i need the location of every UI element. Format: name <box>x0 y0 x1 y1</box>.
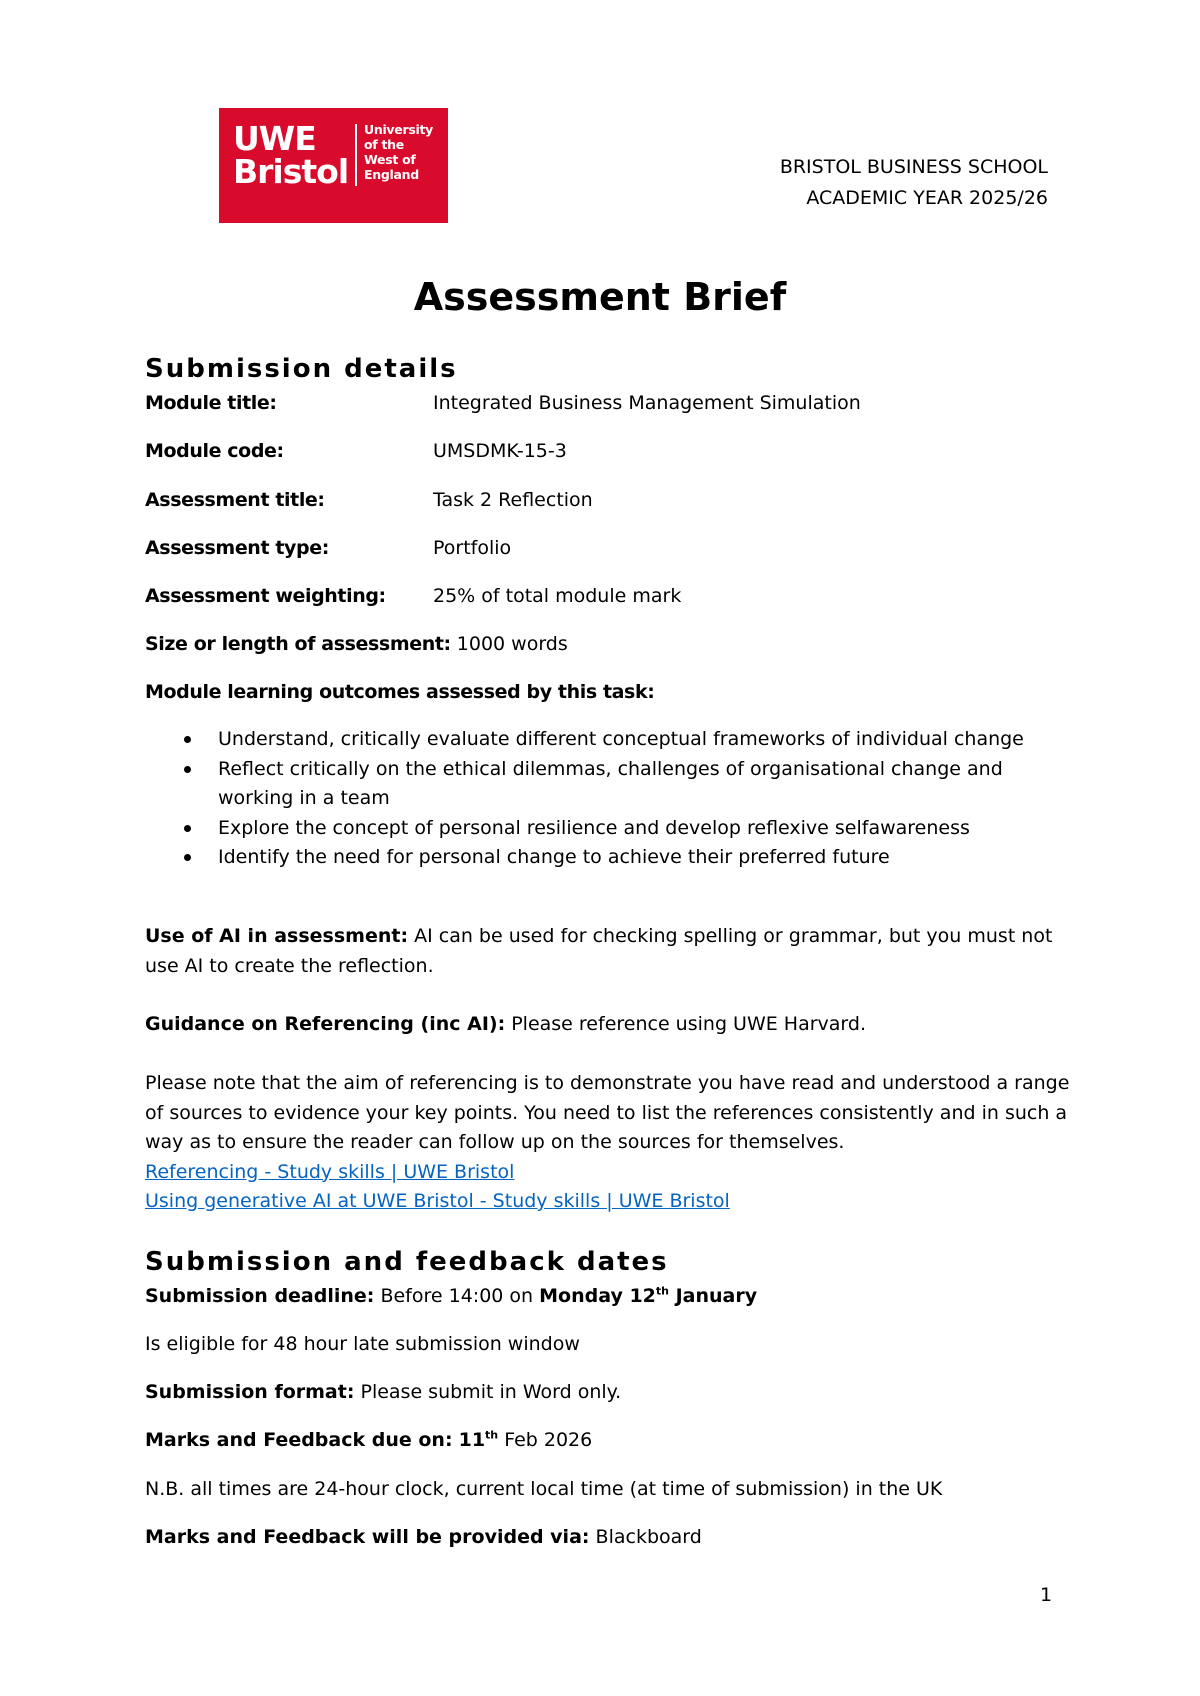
logo-university-text: University of the West of England <box>364 122 433 182</box>
module-title-value: Integrated Business Management Simulation <box>433 392 861 414</box>
academic-year: ACADEMIC YEAR 2025/26 <box>806 187 1048 209</box>
generative-ai-study-skills-link[interactable]: Using generative AI at UWE Bristol - Study skills | UWE Bristol <box>145 1190 730 1212</box>
format-label: Submission format: <box>145 1381 355 1403</box>
list-item: Understand, critically evaluate different conceptual frameworks of individual change <box>145 725 1065 755</box>
feedback-due-day: 11th <box>458 1428 499 1451</box>
assessment-size-value: 1000 words <box>456 633 568 655</box>
ai-use-label: Use of AI in assessment: <box>145 925 409 947</box>
deadline-prefix: Before 14:00 on <box>380 1285 534 1307</box>
assessment-weighting-value: 25% of total module mark <box>433 585 682 607</box>
assessment-title-row <box>145 489 593 511</box>
assessment-type-value: Portfolio <box>433 537 512 559</box>
referencing-paragraph <box>145 1010 1075 1040</box>
feedback-via-value: Blackboard <box>595 1526 702 1548</box>
assessment-type-row <box>145 537 512 559</box>
list-item: Reflect critically on the ethical dilemmas, challenges of organisational change and working in a team <box>145 755 1065 814</box>
referencing-study-skills-link[interactable]: Referencing - Study skills | UWE Bristol <box>145 1160 515 1183</box>
submission-dates-heading: Submission and feedback dates <box>145 1247 669 1277</box>
school-name: BRISTOL BUSINESS SCHOOL <box>779 156 1048 178</box>
module-title-row <box>145 392 861 414</box>
assessment-weighting-row <box>145 585 682 607</box>
list-item: Identify the need for personal change to achieve their preferred future <box>145 843 1065 873</box>
assessment-weighting-label: Assessment weighting: <box>145 585 386 607</box>
bullet-icon <box>184 766 191 773</box>
learning-outcomes-list <box>145 725 1065 873</box>
logo-line-uwe: UWE <box>233 119 316 158</box>
school-header <box>780 152 1048 214</box>
format-value: Please submit in Word only. <box>360 1381 622 1403</box>
assessment-type-label: Assessment type: <box>145 537 329 559</box>
deadline-month: January <box>675 1285 758 1307</box>
referencing-note-paragraph <box>145 1069 1075 1217</box>
feedback-via-label: Marks and Feedback will be provided via: <box>145 1526 590 1548</box>
logo-wordmark <box>233 119 349 191</box>
bullet-icon <box>184 736 191 743</box>
list-item: Explore the concept of personal resilience and develop reflexive selfawareness <box>145 814 1065 844</box>
referencing-label: Guidance on Referencing (inc AI): <box>145 1013 506 1035</box>
submission-deadline-row: Submission deadline: Before 14:00 on Monday 12th January <box>145 1284 758 1307</box>
ai-use-paragraph <box>145 922 1075 981</box>
feedback-due-label: Marks and Feedback due on: <box>145 1429 453 1451</box>
assessment-title-label: Assessment title: <box>145 489 325 511</box>
module-code-label: Module code: <box>145 440 284 462</box>
assessment-size-label: Size or length of assessment: <box>145 633 451 655</box>
feedback-via-row <box>145 1526 702 1548</box>
bullet-icon <box>184 854 191 861</box>
feedback-due-rest: Feb 2026 <box>504 1429 593 1451</box>
assessment-size-row <box>145 633 568 655</box>
deadline-day: Monday 12 <box>539 1285 656 1307</box>
assessment-title-value: Task 2 Reflection <box>433 489 593 511</box>
deadline-label: Submission deadline: <box>145 1285 375 1307</box>
uwe-bristol-logo <box>219 108 448 223</box>
submission-details-heading: Submission details <box>145 354 458 384</box>
logo-divider <box>355 124 357 186</box>
logo-line-bristol: Bristol <box>233 152 349 191</box>
submission-format-row <box>145 1381 621 1403</box>
module-title-label: Module title: <box>145 392 277 414</box>
ai-use-text: AI can be used for checking spelling or grammar, but you must not use AI to create the reflection. <box>145 925 1053 977</box>
bullet-icon <box>184 825 191 832</box>
late-window-text: Is eligible for 48 hour late submission window <box>145 1333 580 1355</box>
module-code-value: UMSDMK-15-3 <box>433 440 567 462</box>
learning-outcomes-label: Module learning outcomes assessed by this task: <box>145 681 655 703</box>
page-title: Assessment Brief <box>413 275 787 319</box>
page-number: 1 <box>1040 1584 1053 1606</box>
referencing-text: Please reference using UWE Harvard. <box>511 1013 866 1035</box>
time-note: N.B. all times are 24-hour clock, current local time (at time of submission) in the UK <box>145 1478 943 1500</box>
feedback-due-row <box>145 1429 592 1451</box>
module-code-row <box>145 440 567 462</box>
referencing-note: Please note that the aim of referencing is to demonstrate you have read and understood a range of sources to evidence your key points. You need to list the references consistently and in such a way as to ensure the reader can follow up on the sources for themselves. <box>145 1072 1070 1153</box>
